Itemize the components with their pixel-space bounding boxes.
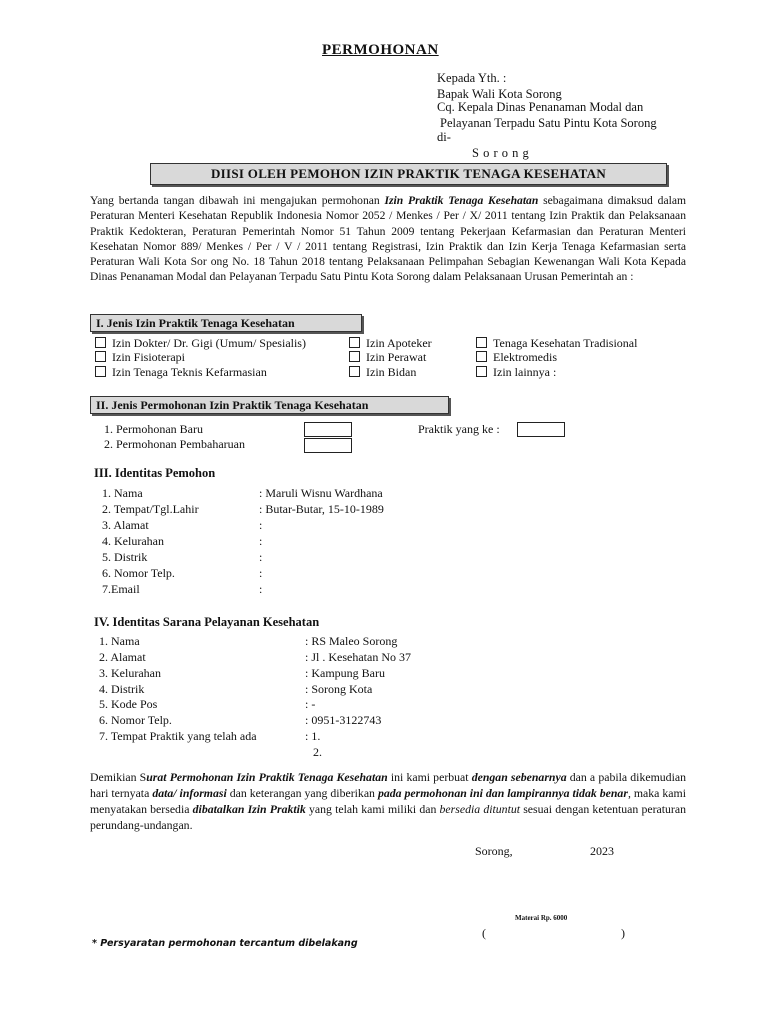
pemohon-label: 7.Email	[102, 582, 140, 596]
checkbox-icon[interactable]	[349, 351, 360, 362]
checkbox-izin-apoteker[interactable]	[349, 336, 432, 351]
closing-text: dan a pabila dikemudian hari ternyata	[90, 770, 686, 800]
checkbox-label: Izin Fisioterapi	[112, 350, 185, 364]
checkbox-icon[interactable]	[349, 366, 360, 377]
checkbox-izin-ttk[interactable]	[95, 365, 267, 380]
sarana-label: 3. Kelurahan	[99, 666, 161, 680]
pemohon-value: :	[259, 518, 263, 532]
closing-emphasis: data/ informasi	[152, 786, 227, 800]
materai-label: Materai Rp. 6000	[515, 914, 568, 922]
sarana-label: 4. Distrik	[99, 682, 145, 696]
form-header-text: DIISI OLEH PEMOHON IZIN PRAKTIK TENAGA KESEHATAN	[210, 166, 607, 181]
sarana-value: : Kampung Baru	[305, 666, 385, 680]
signature-close-paren: )	[621, 926, 625, 940]
pemohon-label: 2. Tempat/Tgl.Lahir	[102, 502, 199, 516]
checkbox-icon[interactable]	[95, 337, 106, 348]
closing-emphasis: urat Permohonan Izin Praktik Tenaga Kesehatan	[146, 770, 388, 784]
form-header-box	[150, 163, 667, 185]
closing-paragraph	[90, 769, 686, 833]
pemohon-value: :	[259, 582, 263, 596]
section-2-title: II. Jenis Permohonan Izin Praktik Tenaga Kesehatan	[96, 398, 369, 412]
sarana-value: : Jl . Kesehatan No 37	[305, 650, 411, 664]
section-1-header	[90, 314, 362, 332]
pemohon-label: 6. Nomor Telp.	[102, 566, 175, 580]
checkbox-elektromedis[interactable]	[476, 350, 557, 365]
closing-text: dan keterangan yang diberikan	[226, 786, 378, 800]
signature-open-paren: (	[482, 926, 486, 940]
checkbox-icon[interactable]	[476, 337, 487, 348]
checkbox-icon[interactable]	[349, 337, 360, 348]
checkbox-label: Izin lainnya :	[493, 365, 557, 379]
sarana-value: : -	[305, 697, 316, 711]
sarana-label: 5. Kode Pos	[99, 697, 158, 711]
pemohon-value: : Butar-Butar, 15-10-1989	[259, 502, 384, 516]
intro-emphasis: Izin Praktik Tenaga Kesehatan	[384, 194, 539, 207]
checkbox-label: Izin Bidan	[366, 365, 417, 379]
section-2-header	[90, 396, 449, 414]
recipient-line-2: Bapak Wali Kota Sorong	[437, 87, 562, 101]
checkbox-izin-bidan[interactable]	[349, 365, 416, 380]
closing-italic: bersedia dituntut	[439, 802, 521, 816]
pemohon-label: 1. Nama	[102, 486, 143, 500]
intro-text-2: sebagaimana dimaksud dalam Peraturan Menteri Kesehatan Republik Indonesia Nomor 2052 / Menkes / Per / X/ 2011 tentang Izin Praktik dan Pelaksanaan Praktik Kedokteran, Peraturan Pemerintah Nomor 51 Tahun 2009 tentang Pekerjaan Kefarmasian dan Peraturan Menteri Kesehatan Nomor 889/ Menkes / Per / V / 2011 tentang Registrasi, Izin Praktik dan Izin Kerja Tenaga Kefarmasian serta Peraturan Wali Kota Sor ong No. 18 Tahun 2018 tentang Pelaksanaan Pelimpahan Sebagian Kewenangan Wali Kota Kepada Dinas Penanaman Modal dan Pelayanan Terpadu Satu Pintu Kota Sorong dalam Pelaksanaan Urusan Pemerintah an :	[90, 194, 686, 284]
pemohon-value: :	[259, 566, 263, 580]
checkbox-label: Elektromedis	[493, 350, 557, 364]
closing-emphasis: pada permohonan ini dan lampirannya tidak benar	[377, 786, 628, 800]
permohonan-pembaharuan-label: 2. Permohonan Pembaharuan	[104, 437, 245, 451]
pemohon-value: :	[259, 550, 263, 564]
sarana-value-2: 2.	[313, 745, 322, 759]
sarana-label: 2. Alamat	[99, 650, 146, 664]
recipient-line-5: di-	[437, 130, 451, 144]
praktik-ke-box[interactable]	[517, 422, 565, 437]
section-4-title: IV. Identitas Sarana Pelayanan Kesehatan	[94, 615, 320, 629]
recipient-line-1: Kepada Yth. :	[437, 71, 507, 85]
checkbox-izin-lainnya[interactable]	[476, 365, 556, 380]
closing-emphasis: dengan sebenarnya	[471, 770, 567, 784]
closing-text: ini kami perbuat	[387, 770, 472, 784]
sarana-label: 1. Nama	[99, 634, 140, 648]
recipient-line-6: S o r o n g	[472, 146, 530, 160]
pemohon-label: 4. Kelurahan	[102, 534, 164, 548]
closing-text: sesuai dengan ketentuan peraturan perundang-undangan.	[90, 802, 686, 832]
checkbox-tradisional[interactable]	[476, 336, 637, 351]
sarana-value: : 0951-3122743	[305, 713, 382, 727]
pemohon-label: 3. Alamat	[102, 518, 149, 532]
sarana-label: 7. Tempat Praktik yang telah ada	[99, 729, 257, 743]
pemohon-label: 5. Distrik	[102, 550, 148, 564]
praktik-ke-label: Praktik yang ke :	[418, 422, 500, 436]
signature-place: Sorong,	[475, 844, 513, 858]
checkbox-izin-fisioterapi[interactable]	[95, 350, 185, 365]
recipient-line-3: Cq. Kepala Dinas Penanaman Modal dan	[437, 100, 644, 114]
closing-text: yang telah kami miliki dan	[305, 802, 440, 816]
intro-paragraph	[90, 193, 686, 285]
permohonan-pembaharuan-box[interactable]	[304, 438, 352, 453]
checkbox-icon[interactable]	[476, 351, 487, 362]
checkbox-izin-perawat[interactable]	[349, 350, 426, 365]
permohonan-baru-label: 1. Permohonan Baru	[104, 422, 203, 436]
pemohon-value: :	[259, 534, 263, 548]
section-3-title: III. Identitas Pemohon	[94, 466, 216, 480]
checkbox-label: Izin Dokter/ Dr. Gigi (Umum/ Spesialis)	[112, 336, 306, 350]
signature-year: 2023	[590, 844, 614, 858]
closing-text: , maka kami menyatakan bersedia	[90, 786, 686, 816]
document-title: PERMOHONAN	[322, 42, 439, 58]
checkbox-icon[interactable]	[95, 366, 106, 377]
section-1-title: I. Jenis Izin Praktik Tenaga Kesehatan	[96, 316, 295, 330]
permohonan-baru-box[interactable]	[304, 422, 352, 437]
sarana-label: 6. Nomor Telp.	[99, 713, 172, 727]
recipient-line-4: Pelayanan Terpadu Satu Pintu Kota Sorong	[440, 116, 657, 130]
checkbox-label: Izin Perawat	[366, 350, 427, 364]
intro-text-1: Yang bertanda tangan dibawah ini mengajukan permohonan	[90, 194, 385, 207]
checkbox-label: Tenaga Kesehatan Tradisional	[493, 336, 638, 350]
footnote: * Persyaratan permohonan tercantum dibelakang	[92, 938, 358, 949]
sarana-value: : Sorong Kota	[305, 682, 373, 696]
pemohon-value: : Maruli Wisnu Wardhana	[259, 486, 383, 500]
closing-emphasis: dibatalkan Izin Praktik	[192, 802, 306, 816]
checkbox-izin-dokter[interactable]	[95, 336, 306, 351]
checkbox-label: Izin Apoteker	[366, 336, 432, 350]
checkbox-icon[interactable]	[476, 366, 487, 377]
sarana-value: : 1.	[305, 729, 321, 743]
checkbox-icon[interactable]	[95, 351, 106, 362]
sarana-value: : RS Maleo Sorong	[305, 634, 398, 648]
closing-text: Demikian S	[90, 770, 147, 784]
checkbox-label: Izin Tenaga Teknis Kefarmasian	[112, 365, 267, 379]
